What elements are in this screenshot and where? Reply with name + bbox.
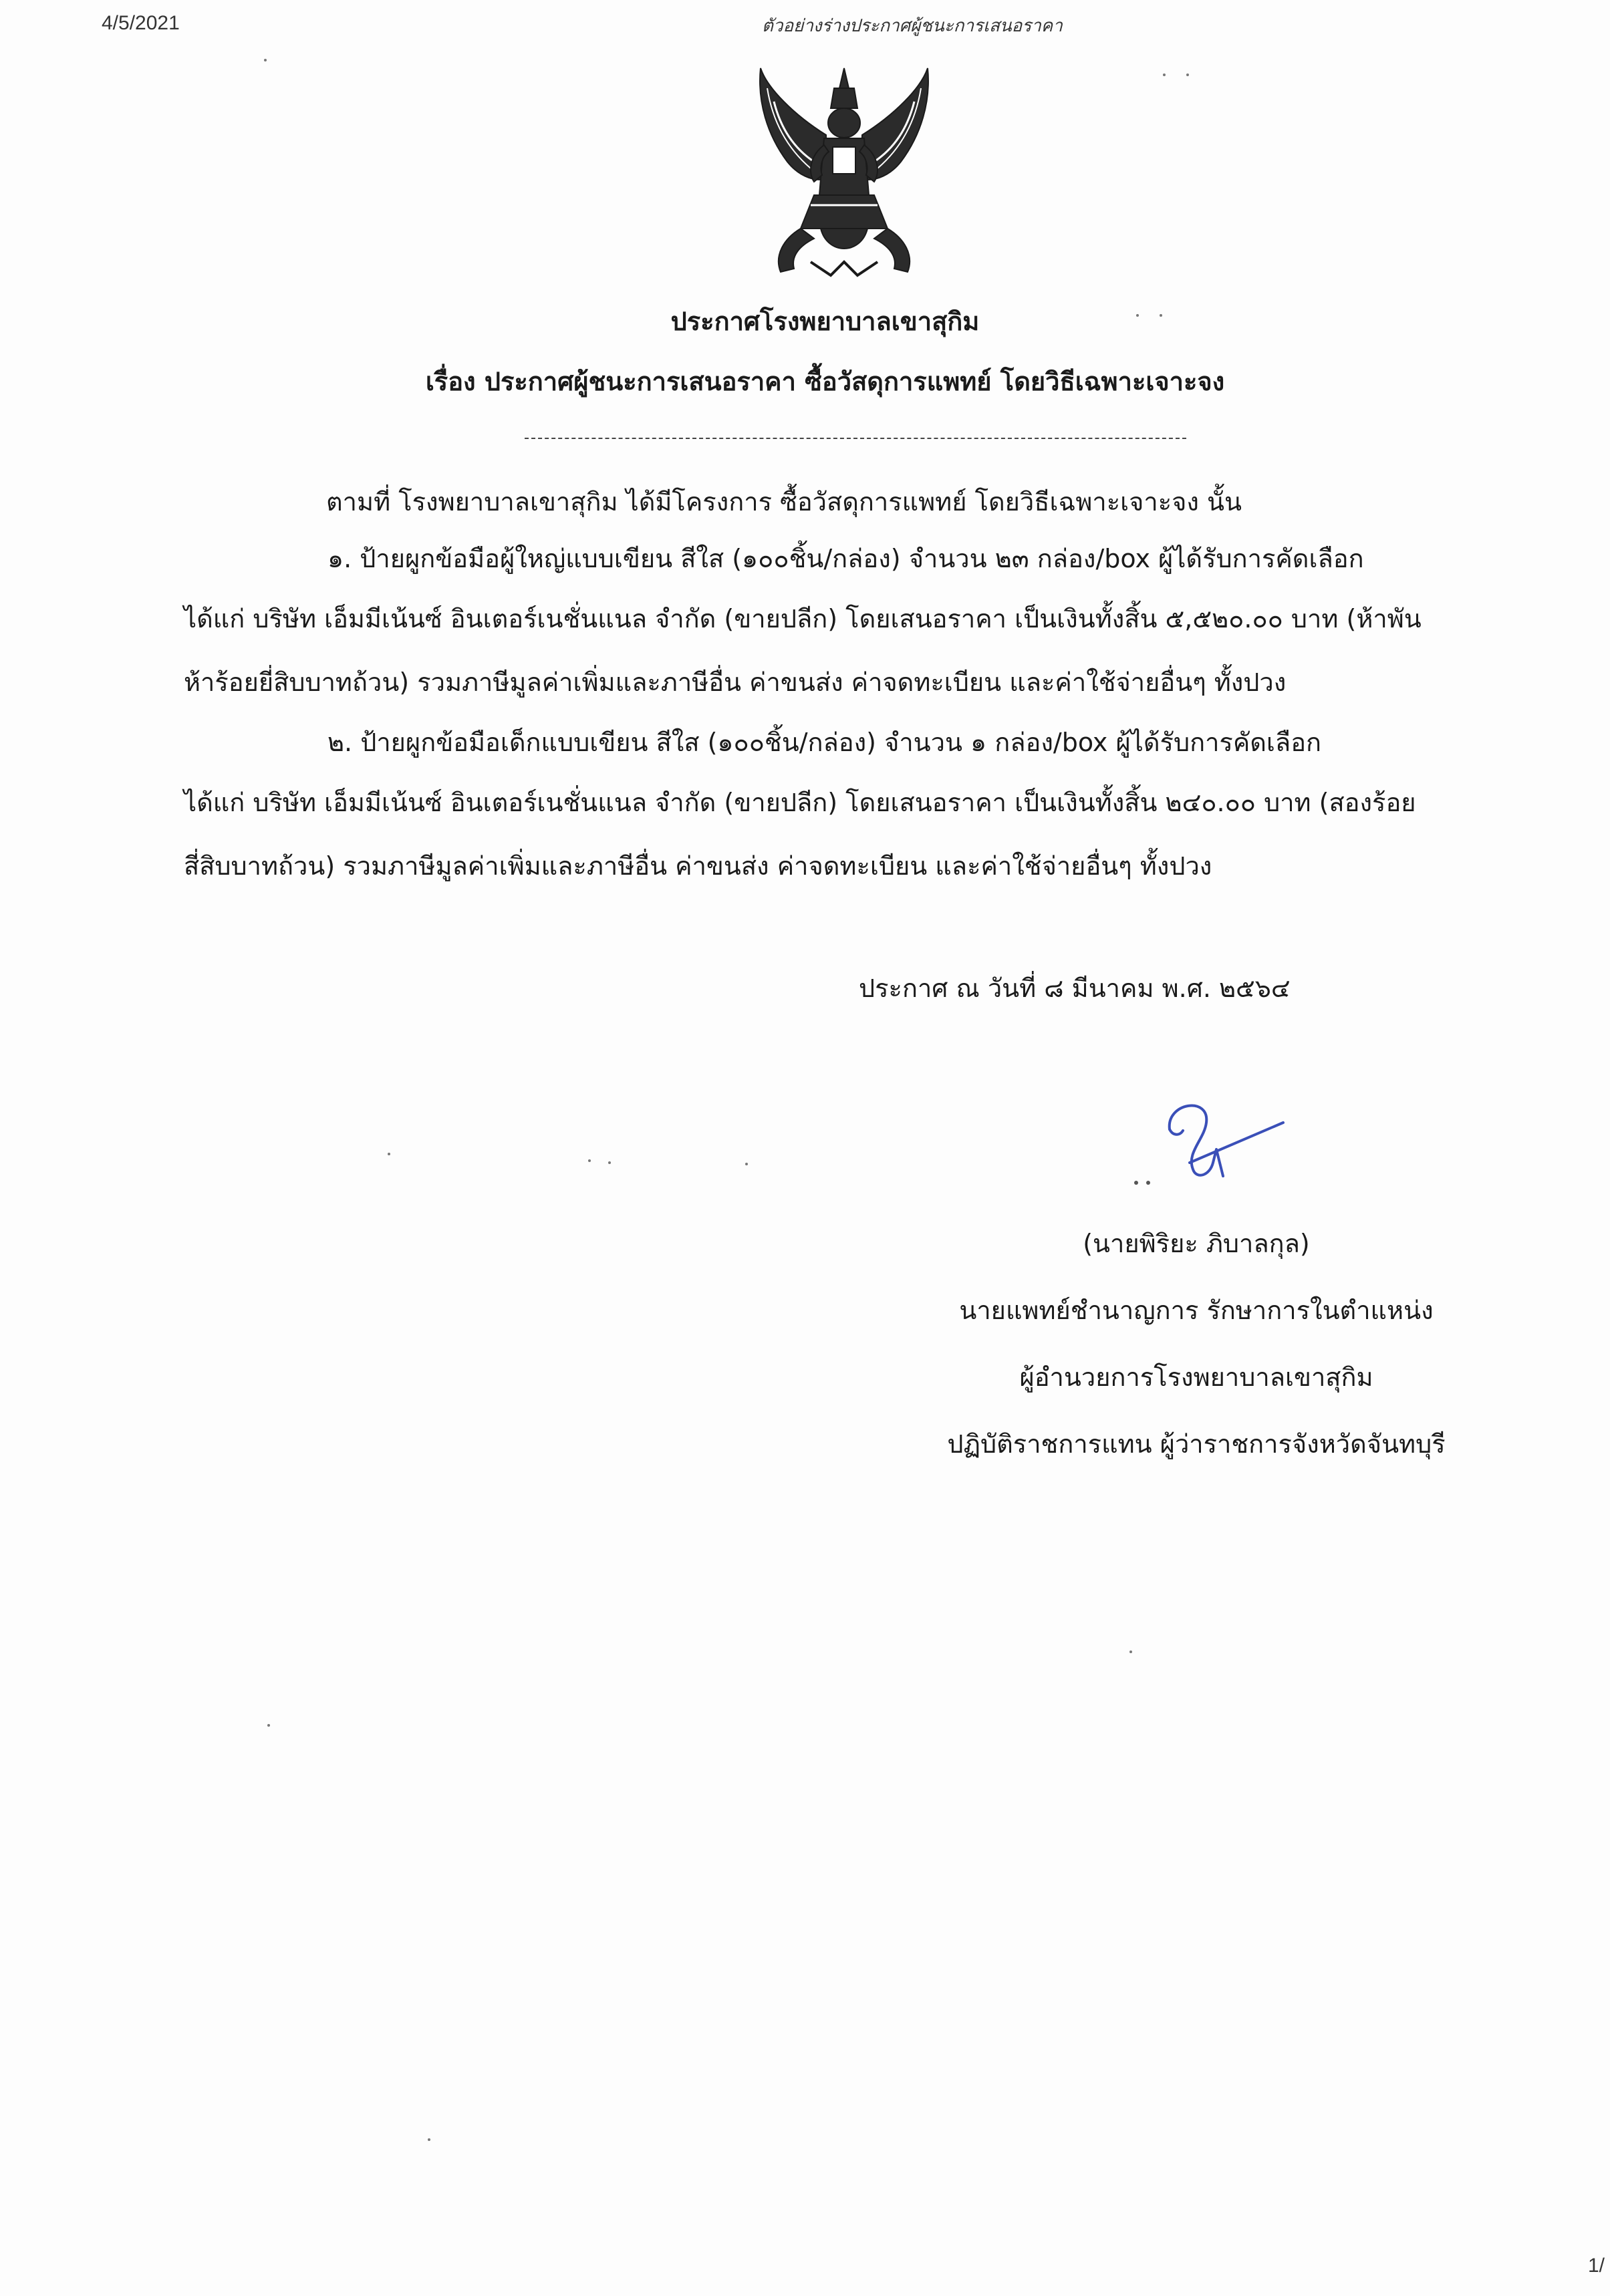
scan-speck — [1136, 314, 1139, 317]
scan-speck — [1160, 314, 1162, 317]
signatory-position-2: ผู้อำนวยการโรงพยาบาลเขาสุกิม — [1019, 1362, 1373, 1392]
garuda-emblem-icon — [747, 61, 941, 282]
signatory-position-3: ปฏิบัติราชการแทน ผู้ว่าราชการจังหวัดจันทบุรี — [947, 1429, 1446, 1459]
scan-speck — [745, 1163, 748, 1165]
item-1-line-2: ได้แก่ บริษัท เอ็มมีเน้นซ์ อินเตอร์เนชั่นแนล จำกัด (ขายปลีก) โดยเสนอราคา เป็นเงินทั้งสิ้น ๕,๕๒๐.๐๐ บาท (ห้าพัน — [184, 604, 1422, 633]
scan-speck — [388, 1153, 390, 1155]
item-2-line-1: ๒. ป้ายผูกข้อมือเด็กแบบเขียน สีใส (๑๐๐ชิ้น/กล่อง) จำนวน ๑ กล่อง/box ผู้ได้รับการคัดเลือก — [327, 728, 1322, 757]
signatory-name: (นายพิริยะ ภิบาลกุล) — [1083, 1229, 1310, 1258]
scan-speck — [428, 2138, 430, 2141]
announcement-subject: เรื่อง ประกาศผู้ชนะการเสนอราคา ซื้อวัสดุการแพทย์ โดยวิธีเฉพาะเจาะจง — [425, 367, 1225, 396]
scan-speck — [608, 1161, 611, 1164]
print-date: 4/5/2021 — [102, 12, 180, 34]
title-divider — [525, 438, 1186, 439]
intro-paragraph: ตามที่ โรงพยาบาลเขาสุกิม ได้มีโครงการ ซื้อวัสดุการแพทย์ โดยวิธีเฉพาะเจาะจง นั้น — [326, 487, 1242, 517]
page-number: 1/ — [1587, 2255, 1605, 2277]
scan-speck — [264, 59, 267, 61]
announcement-date: ประกาศ ณ วันที่ ๘ มีนาคม พ.ศ. ๒๕๖๔ — [859, 974, 1291, 1003]
signatory-position-1: นายแพทย์ชำนาญการ รักษาการในตำแหน่ง — [959, 1296, 1434, 1325]
item-2-line-3: สี่สิบบาทถ้วน) รวมภาษีมูลค่าเพิ่มและภาษีอื่น ค่าขนส่ง ค่าจดทะเบียน และค่าใช้จ่ายอื่นๆ ทั้งปวง — [184, 851, 1212, 881]
scan-speck — [1186, 74, 1189, 76]
scan-speck — [588, 1159, 591, 1162]
item-2-line-2: ได้แก่ บริษัท เอ็มมีเน้นซ์ อินเตอร์เนชั่นแนล จำกัด (ขายปลีก) โดยเสนอราคา เป็นเงินทั้งสิ้น ๒๔๐.๐๐ บาท (สองร้อย — [184, 788, 1416, 817]
announcement-title: ประกาศโรงพยาบาลเขาสุกิม — [670, 307, 980, 336]
item-1-line-1: ๑. ป้ายผูกข้อมือผู้ใหญ่แบบเขียน สีใส (๑๐๐ชิ้น/กล่อง) จำนวน ๒๓ กล่อง/box ผู้ได้รับการคัดเลือก — [327, 544, 1364, 573]
scan-speck — [267, 1724, 270, 1727]
signature-mark — [1129, 1089, 1290, 1203]
scan-speck — [1129, 1651, 1132, 1653]
scan-speck — [1163, 74, 1166, 76]
print-header-title: ตัวอย่างร่างประกาศผู้ชนะการเสนอราคา — [762, 16, 1063, 36]
item-1-line-3: ห้าร้อยยี่สิบบาทถ้วน) รวมภาษีมูลค่าเพิ่มและภาษีอื่น ค่าขนส่ง ค่าจดทะเบียน และค่าใช้จ่ายอื่นๆ ทั้งปวง — [184, 668, 1287, 697]
